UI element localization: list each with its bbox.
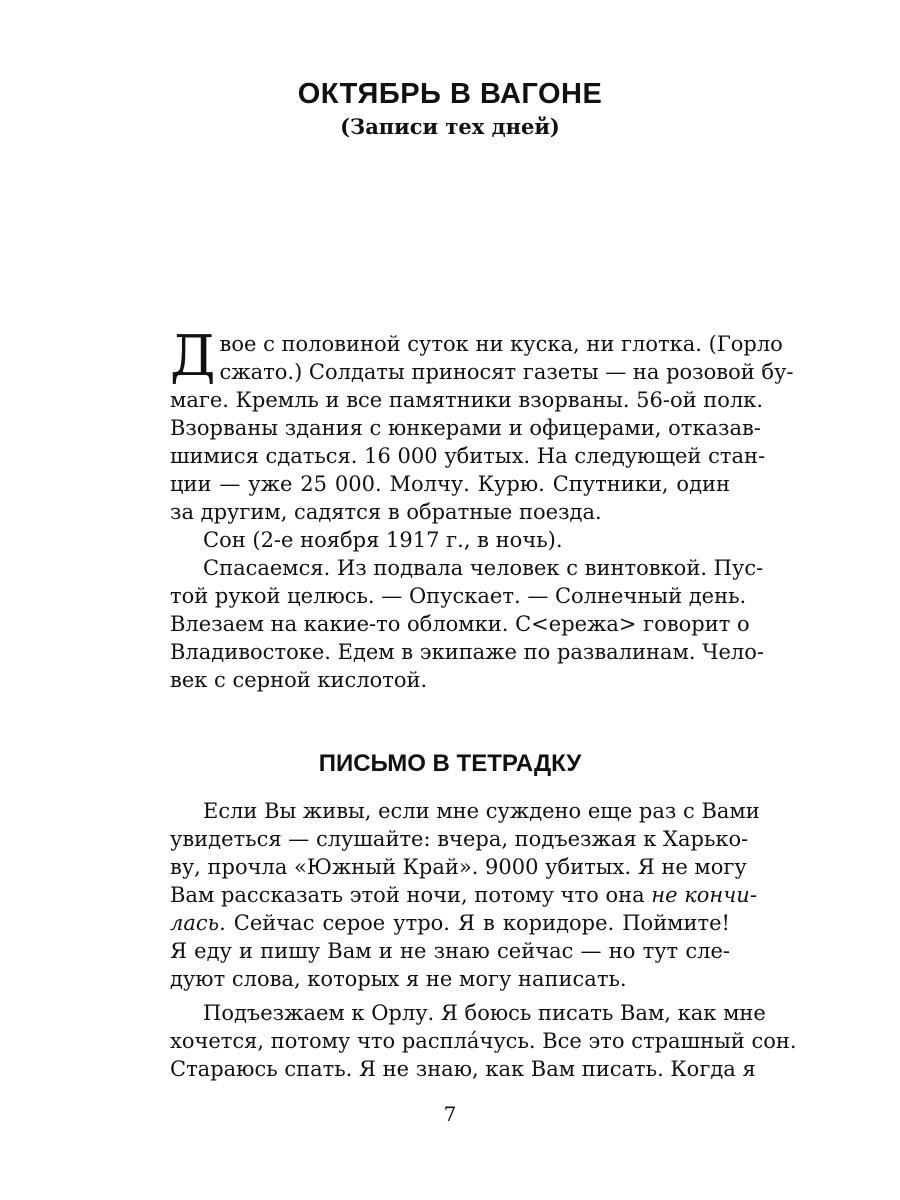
section-title: ПИСЬМО В ТЕТРАДКУ	[318, 750, 582, 777]
paragraph-line: лась. Сейчас серое утро. Я в коридоре. Поймите!	[170, 911, 730, 935]
paragraph-line: Сон (2-е ноября 1917 г., в ночь).	[203, 528, 563, 552]
paragraph-line: дуют слова, которых я не могу написать.	[170, 967, 627, 991]
diary-entry	[170, 324, 794, 694]
page-number: 7	[443, 1102, 457, 1126]
paragraph-line: сжато.) Солдаты приносят газеты — на розовой бу-	[219, 360, 794, 384]
paragraph-line: маге. Кремль и все памятники взорваны. 56-ой полк.	[170, 388, 764, 412]
paragraph-line: век с серной кислотой.	[170, 668, 428, 692]
paragraph-line: Стараюсь спать. Я не знаю, как Вам писать. Когда я	[170, 1057, 756, 1081]
paragraph-line: Вам рассказать этой ночи, потому что она не кончи-	[170, 883, 757, 907]
letter-text	[170, 797, 797, 1083]
paragraph-line: Взорваны здания с юнкерами и офицерами, отказав-	[170, 416, 761, 440]
paragraph-line: Спасаемся. Из подвала человек с винтовкой. Пус-	[203, 556, 764, 580]
paragraph-line: Если Вы живы, если мне суждено еще раз с Вами	[203, 799, 760, 823]
paragraph-line: Владивостоке. Едем в экипаже по развалинам. Чело-	[170, 640, 764, 664]
paragraph-line: той рукой целюсь. — Опускает. — Солнечный день.	[170, 584, 747, 608]
paragraph-line: Двое с половиной суток ни куска, ни глотка. (Горло	[170, 324, 783, 389]
paragraph-line: увидеться — слушайте: вчера, подъезжая к Харько-	[170, 827, 749, 851]
paragraph-line: хочется, потому что расплáчусь. Все это страшный сон.	[170, 1029, 797, 1053]
paragraph-line: ции — уже 25 000. Молчу. Курю. Спутники, один	[170, 472, 730, 496]
paragraph-line: ву, прочла «Южный Край». 9000 убитых. Я не могу	[170, 855, 747, 879]
paragraph-line: за другим, садятся в обратные поезда.	[170, 500, 602, 524]
paragraph-line: шимися сдаться. 16 000 убитых. На следующей стан-	[170, 444, 766, 468]
page-title: ОКТЯБРЬ В ВАГОНЕ	[297, 78, 603, 110]
page-subtitle: (Записи тех дней)	[340, 114, 560, 139]
paragraph-line: Влезаем на какие-то обломки. С<ережа> говорит о	[170, 612, 750, 636]
paragraph-line: Подъезжаем к Орлу. Я боюсь писать Вам, как мне	[203, 1001, 766, 1025]
paragraph-line: Я еду и пишу Вам и не знаю сейчас — но тут сле-	[170, 939, 730, 963]
drop-cap: Д	[170, 324, 216, 389]
